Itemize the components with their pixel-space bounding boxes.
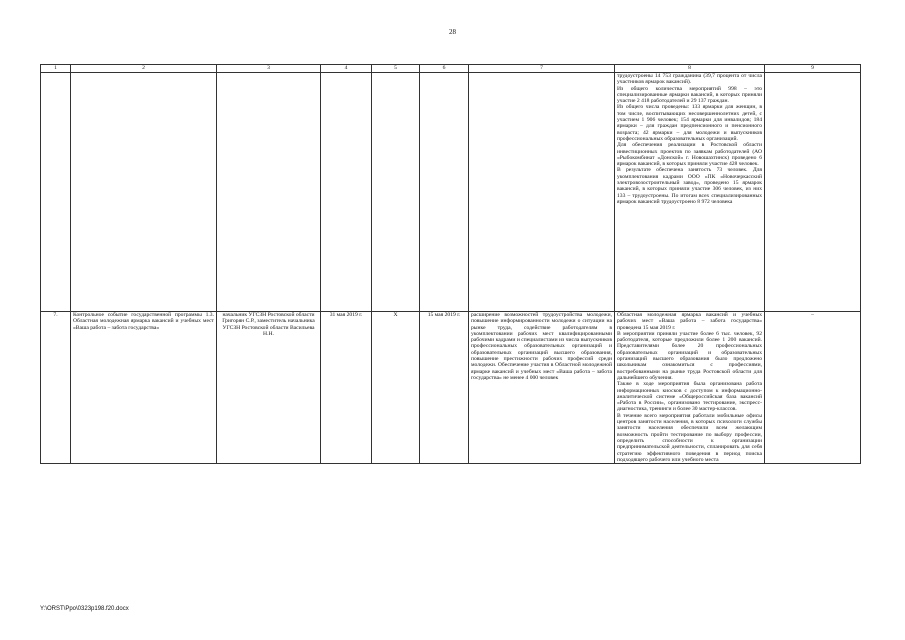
results-paragraph: трудоустроены 14 753 гражданина (39,7 процента от числа участников ярмарок вакансий). (617, 73, 762, 86)
report-table (40, 64, 861, 464)
results-paragraph: В мероприятии приняли участие более 6 тыс. человек, 92 работодателя, которые предложили более 1 200 вакансий. Представителями более 20 профессиональных образовательных организаций и образовательных организаций высшего образования было предложено школьникам ознакомиться с профессиями, востребованными на рынке труда Ростовской области для дальнейшего обучения. (617, 330, 762, 381)
file-path-footer: Y:\ORST\Ppo\0323p198.f20.docx (40, 606, 129, 612)
column-header: 5 (372, 65, 420, 73)
column-header: 4 (321, 65, 372, 73)
results-paragraph: Для обеспечения реализации в Ростовской области инвестиционных проектов по заявкам работодателей (АО «Рыбокомбинат «Донской» г. Новошахтинск) проведено 6 ярмарок вакансий, в которых приняли участие 428 человек. (617, 142, 762, 168)
results-paragraph: Из общего числа проведены: 133 ярмарки для женщин, в том числе, воспитывающих несовершеннолетних детей, с участием 1 906 человек; 154 ярмарки для инвалидов; 184 ярмарки – для граждан предпенсионного и пенсионного возраста; 42 ярмарки – для молодежи и выпускников профессиональных образовательных организаций. (617, 104, 762, 142)
planned-date: 31 мая 2019 г. (321, 312, 372, 464)
notes-cell: – (765, 312, 861, 464)
results-paragraph: Также в ходе мероприятия была организована работа информационных киосков с доступом к информационно-аналитической системе «Общероссийская база вакансий «Работа в России», организовано тестирование, экспресс-диагностика, тренинги и более 30 мастер-классов. (617, 381, 762, 413)
results-paragraph: Областная молодежная ярмарка вакансий и учебных рабочих мест «Ваша работа – забота государства» проведена 15 мая 2019 г. (617, 312, 762, 331)
expected-result: расширение возможностей трудоустройства молодежи, повышение информированности молодежи о ситуации на рынке труда, содействие работодателям в укомплектовании рабочих мест квалифицированными рабочими кадрами и специалистами из числа выпускников профессиональных образовательных организаций и образовательных организаций высшего образования, повышение престижности рабочих профессий среди молодежи. Обеспечение участия в Областной молодежной ярмарке вакансий и учебных мест «Ваша работа – забота государства» не менее 4 000 человек (469, 312, 615, 464)
results-paragraph: В течение всего мероприятия работали мобильные офисы центров занятости населения, в которых психологи службы занятости населения обеспечили всем желающим возможность пройти тестирование по выбору профессии, определить способности к организации предпринимательской деятельности, спланировать для себя стратегию эффективного поведения в период поиска подходящего рабочего или учебного места (617, 412, 762, 463)
column-header: 1 (41, 65, 71, 73)
column-header: 8 (615, 65, 765, 73)
mark-cell: Х (372, 312, 420, 464)
column-header: 7 (469, 65, 615, 73)
results-paragraph: В результате обеспечена занятость 73 человек. Для укомплектования кадрами ООО «ПК «Новочеркасский электровозостроительный завод», проведено 15 ярмарок вакансий, в которых приняли участие 306 человек, из них 133 – трудоустроены. По итогам всех специализированных ярмарок вакансий трудоустроено 8 972 человека (617, 167, 762, 205)
event-name: Контрольное событие государственной программы 1.3. Областная молодежная ярмарка вакансий и учебных мест «Ваша работа – забота государства» (71, 312, 217, 464)
table-row-continuation (41, 73, 861, 312)
column-header: 2 (71, 65, 217, 73)
responsible-persons: начальник УГСЗН Ростовской области Григорян С.Р., заместитель начальника УГСЗН Ростовской области Васильева Н.Н. (217, 312, 321, 464)
header-row (41, 65, 861, 73)
actual-date: 15 мая 2019 г. (420, 312, 469, 464)
column-header: 9 (765, 65, 861, 73)
page-number: 28 (449, 28, 456, 36)
results-cell (615, 312, 765, 464)
column-header: 3 (217, 65, 321, 73)
row-number: 7. (41, 312, 71, 464)
results-paragraph: Из общего количества мероприятий 998 – это специализированные ярмарки вакансий, в которых приняли участие 2 418 работодателей и 29 137 граждан. (617, 85, 762, 105)
column-header: 6 (420, 65, 469, 73)
results-cell (615, 73, 765, 312)
table-row-7 (41, 312, 861, 464)
